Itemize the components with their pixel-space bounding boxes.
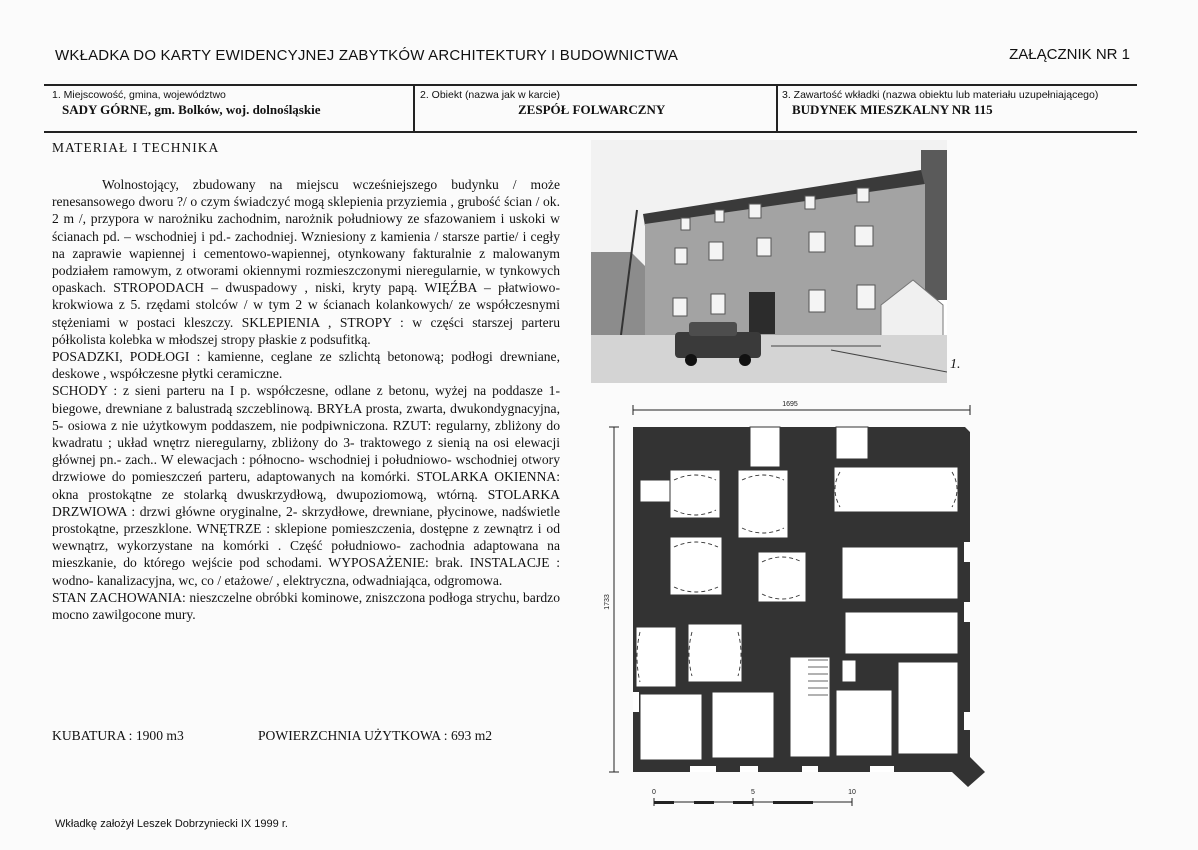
- description-text: [52, 176, 560, 623]
- header-rule-bottom: [44, 131, 1137, 133]
- building-photo: [591, 140, 947, 383]
- description-paragraph: POSADZKI, PODŁOGI : kamienne, ceglane ze szlichtą betonową; podłogi drewniane, deskowe , współczesne płytki ceramiczne.: [52, 349, 560, 382]
- usable-area: POWIERZCHNIA UŻYTKOWA : 693 m2: [258, 728, 493, 743]
- floor-plan: [590, 392, 1000, 819]
- annex-number: ZAŁĄCZNIK NR 1: [1009, 46, 1130, 63]
- field-location-value: SADY GÓRNE, gm. Bolków, woj. dolnośląskie: [62, 102, 321, 117]
- field-divider-2: [776, 85, 778, 132]
- field-object-value: ZESPÓŁ FOLWARCZNY: [518, 102, 666, 117]
- field-location-label: 1. Miejscowość, gmina, województwo: [52, 89, 226, 101]
- photo-number: 1.: [950, 357, 961, 372]
- field-object-label: 2. Obiekt (nazwa jak w karcie): [420, 89, 561, 101]
- plan-height-dimension: 1733: [604, 594, 611, 610]
- author-footer: Wkładkę założył Leszek Dobrzyniecki IX 1999 r.: [55, 818, 288, 830]
- scale-label: 0: [652, 789, 656, 796]
- scale-label: 5: [751, 789, 755, 796]
- field-content-label: 3. Zawartość wkładki (nazwa obiektu lub materiału uzupełniającego): [782, 89, 1099, 101]
- description-paragraph: STAN ZACHOWANIA: nieszczelne obróbki kominowe, zniszczona podłoga strychu, bardzo mocno zawilgocone mury.: [52, 589, 560, 623]
- header-rule-top: [44, 84, 1137, 86]
- document-title: WKŁADKA DO KARTY EWIDENCYJNEJ ZABYTKÓW ARCHITEKTURY I BUDOWNICTWA: [55, 47, 679, 64]
- plan-width-dimension: 1695: [782, 401, 798, 408]
- scale-label: 10: [848, 789, 856, 796]
- description-paragraph: SCHODY : z sieni parteru na I p. współczesne, odlane z betonu, wyżej na poddasze 1- biegowe, drewniane z balustradą szczeblinową. BRYŁA prosta, zwarta, dwukondygnacyjna, 5- osiowa z nie użytkowym poddaszem, nie podpiwniczona. RZUT: regularny, zbliżony do kwadratu ; układ wnętrz nieregularny, zbliżony do 3- traktowego z sienią na osi elewacji głównej pn.- zach.. W elewacjach : północno- wschodniej i południowo- wschodniej otwory drzwiowe do pomieszczeń parteru, adaptowanych na komórki. STOLARKA OKIENNA: okna prostokątne ze stolarką dwuskrzydłową, dwupoziomową, wtórną. STOLARKA DRZWIOWA : drzwi główne oryginalne, 2- skrzydłowe, drewniane, płycinowe, nadświetle prostokątne, przeszklone. WNĘTRZE : sklepione pomieszczenia, dostępne z zewnątrz i od wewnątrz, wykorzystane na komórki . Część południowo- zachodnia adaptowana na mieszkanie, do którego wejście pod schodami. WYPOSAŻENIE: brak. INSTALACJE : wodno- kanalizacyjna, wc, co / etażowe/ , elektryczna, odwadniająca, odgromowa.: [52, 383, 560, 588]
- section-title: MATERIAŁ I TECHNIKA: [52, 140, 220, 155]
- field-divider-1: [413, 85, 415, 132]
- kubatura: KUBATURA : 1900 m3: [52, 728, 184, 743]
- field-content-value: BUDYNEK MIESZKALNY NR 115: [792, 102, 993, 117]
- description-paragraph: Wolnostojący, zbudowany na miejscu wcześniejszego budynku / może renesansowego dworu ?/ o czym świadczyć mogą sklepienia przyziemia , grubość ścian / ok. 2 m /, przypora w narożniku zachodnim, narożnik południowy ze sfazowaniem i uskoki w ścianach pd. – wschodniej i pd.- zachodniej. Wzniesiony z kamienia / starsze partie/ i cegły na zaprawie wapiennej i cementowo-wapiennej, otynkowany fakturalnie z malowanym podziałem ramowym, z otworami okiennymi rozmieszczonymi nieregularnie, w tynkowych opaskach. STROPODACH – dwuspadowy , niski, kryty papą. WIĘŹBA – płatwiowo-krokwiowa z 5. rzędami stolców / w tym 2 w ścianach kolankowych/ ze współczesnymi stężeniami w postaci kleszczy. SKLEPIENIA , STROPY : w części starszej parteru półkolista kolebka w młodszej stropy płaskie z podsufitką.: [52, 177, 560, 347]
